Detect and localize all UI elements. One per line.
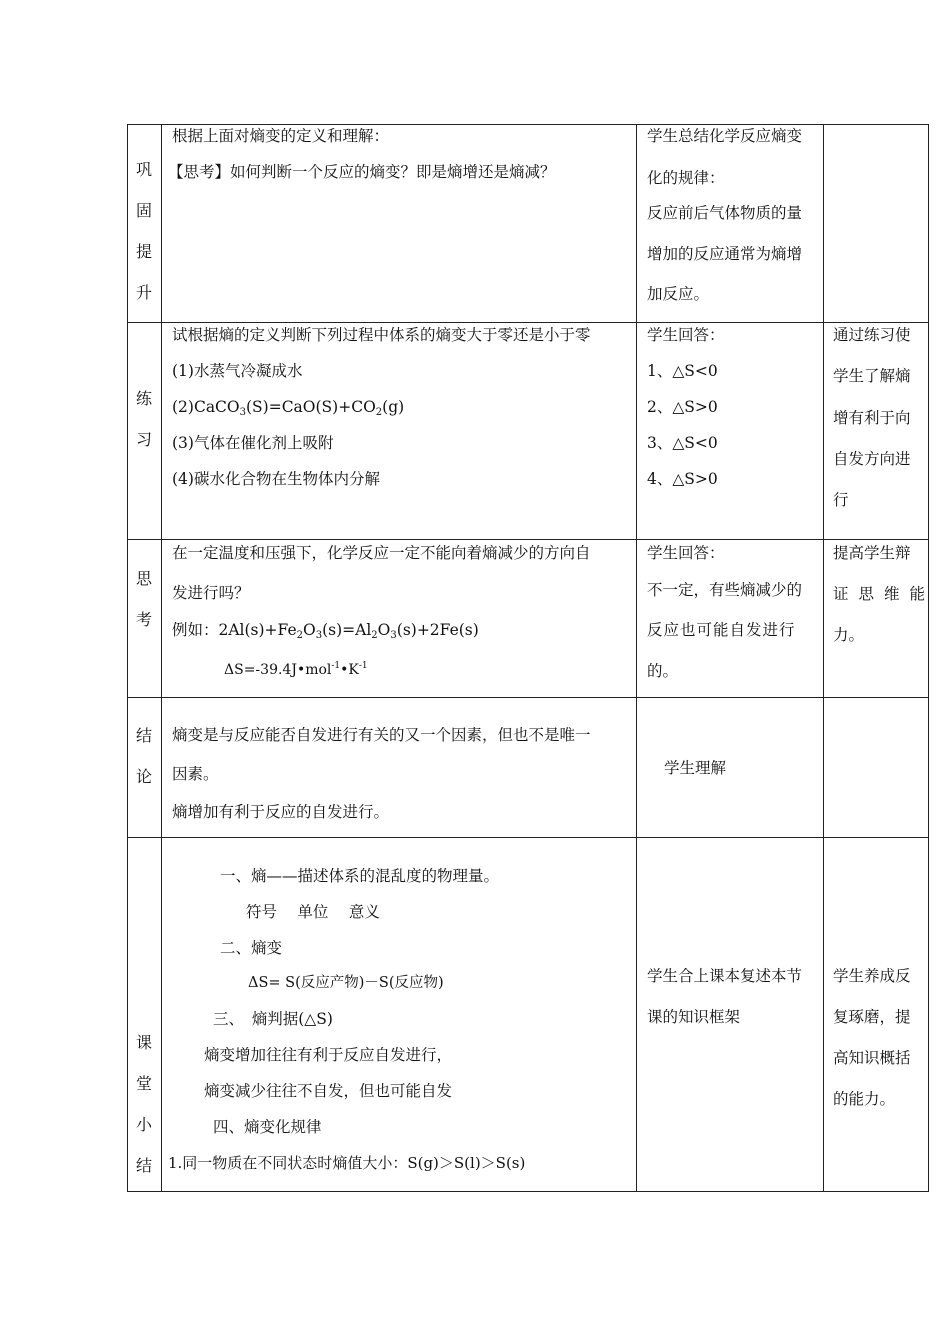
content-line: 因素。 bbox=[172, 765, 219, 783]
row-label-think bbox=[127, 558, 161, 640]
student-line: 增加的反应通常为熵增 bbox=[647, 245, 803, 263]
content-line: 试根据熵的定义判断下列过程中体系的熵变大于零还是小于零 bbox=[172, 326, 591, 344]
content-line: (4)碳水化合物在生物体内分解 bbox=[172, 470, 380, 488]
content-line: 发进行吗？ bbox=[172, 584, 250, 602]
purpose-line: 提高学生辩 bbox=[833, 544, 911, 562]
student-line: 学生合上课本复述本节 bbox=[647, 967, 803, 985]
row-label-practice bbox=[127, 378, 161, 460]
student-line: 反应前后气体物质的量 bbox=[647, 204, 803, 222]
content-line: 熵变是与反应能否自发进行有关的又一个因素，但也不是唯一 bbox=[172, 726, 591, 744]
summary-line: 1.同一物质在不同状态时熵值大小：S(g)＞S(l)＞S(s) bbox=[168, 1154, 526, 1172]
row-label-consolidate bbox=[127, 149, 161, 313]
content-line: (3)气体在催化剂上吸附 bbox=[172, 434, 334, 452]
summary-line: 四、熵变化规律 bbox=[213, 1118, 322, 1136]
student-line: 学生总结化学反应熵变 bbox=[647, 127, 803, 145]
purpose-line: 行 bbox=[833, 491, 849, 509]
row-label-char: 论 bbox=[135, 767, 152, 786]
student-line: 1、△S<0 bbox=[647, 362, 718, 380]
student-line: 的。 bbox=[647, 662, 679, 680]
row-label-char: 巩 bbox=[135, 160, 152, 179]
row-label-conclusion bbox=[127, 715, 161, 797]
row-label-summary bbox=[127, 1022, 161, 1186]
student-line: 不一定，有些熵减少的 bbox=[647, 581, 803, 599]
purpose-line: 学生了解熵 bbox=[833, 367, 911, 385]
student-line: 加反应。 bbox=[647, 285, 710, 303]
row-label-char: 考 bbox=[135, 610, 152, 629]
purpose-line: 力。 bbox=[833, 626, 865, 644]
row-label-char: 小 bbox=[135, 1115, 152, 1134]
student-line: 3、△S<0 bbox=[647, 434, 718, 452]
student-line: 学生回答： bbox=[647, 326, 725, 344]
summary-line: ΔS= S(反应产物)－S(反应物) bbox=[248, 975, 444, 991]
student-line: 反应也可能自发进行 bbox=[647, 621, 796, 639]
purpose-line: 复琢磨，提 bbox=[833, 1008, 911, 1026]
summary-line: 二、熵变 bbox=[220, 939, 283, 957]
purpose-line: 通过练习使 bbox=[833, 326, 911, 344]
row-label-char: 课 bbox=[135, 1033, 152, 1052]
row-label-char: 提 bbox=[135, 242, 152, 261]
student-line: 课的知识框架 bbox=[647, 1008, 741, 1026]
row-label-char: 升 bbox=[135, 283, 152, 302]
purpose-line: 学生养成反 bbox=[833, 967, 911, 985]
student-line: 4、△S>0 bbox=[647, 470, 718, 488]
content-line: 熵增加有利于反应的自发进行。 bbox=[172, 803, 390, 821]
purpose-line: 自发方向进 bbox=[833, 450, 911, 468]
row-label-char: 结 bbox=[135, 726, 152, 745]
content-line: $\Delta S=-39.4J•mol^{-1}•K^{-1}$ bbox=[224, 661, 368, 678]
student-line: 学生理解 bbox=[664, 759, 727, 777]
purpose-line: 高知识概括 bbox=[833, 1049, 911, 1067]
row-label-char: 固 bbox=[135, 201, 152, 220]
row-label-char: 结 bbox=[135, 1156, 152, 1175]
purpose-line: 增有利于向 bbox=[833, 409, 911, 427]
summary-line: 熵变减少往往不自发，但也可能自发 bbox=[204, 1082, 453, 1100]
row-label-char: 练 bbox=[135, 389, 152, 408]
purpose-line: 证思维能 bbox=[833, 585, 936, 603]
summary-line: 熵变增加往往有利于反应自发进行， bbox=[204, 1046, 453, 1064]
row-label-char: 堂 bbox=[135, 1074, 152, 1093]
content-line: 【思考】如何判断一个反应的熵变？即是熵增还是熵减？ bbox=[168, 163, 556, 181]
summary-line: 符号 单位 意义 bbox=[246, 903, 380, 921]
summary-line: 三、 熵判据(△S) bbox=[213, 1010, 333, 1028]
summary-line: 一、熵——描述体系的混乱度的物理量。 bbox=[220, 867, 500, 885]
content-line: $(2)CaCO_3(S)=CaO(S)+CO_2(g)$ bbox=[172, 398, 405, 418]
row-label-char: 思 bbox=[135, 569, 152, 588]
purpose-line: 的能力。 bbox=[833, 1090, 896, 1108]
content-line: (1)水蒸气冷凝成水 bbox=[172, 362, 303, 380]
row-label-char: 习 bbox=[135, 430, 152, 449]
student-line: 2、△S>0 bbox=[647, 398, 718, 416]
student-line: 化的规律： bbox=[647, 169, 725, 187]
content-line: 例如：$2Al(s)+Fe_2O_3(s)=Al_2O_3(s)+2Fe(s)$ bbox=[172, 621, 479, 641]
content-line: 根据上面对熵变的定义和理解： bbox=[172, 127, 390, 145]
content-line: 在一定温度和压强下，化学反应一定不能向着熵减少的方向自 bbox=[172, 544, 591, 562]
student-line: 学生回答： bbox=[647, 544, 725, 562]
